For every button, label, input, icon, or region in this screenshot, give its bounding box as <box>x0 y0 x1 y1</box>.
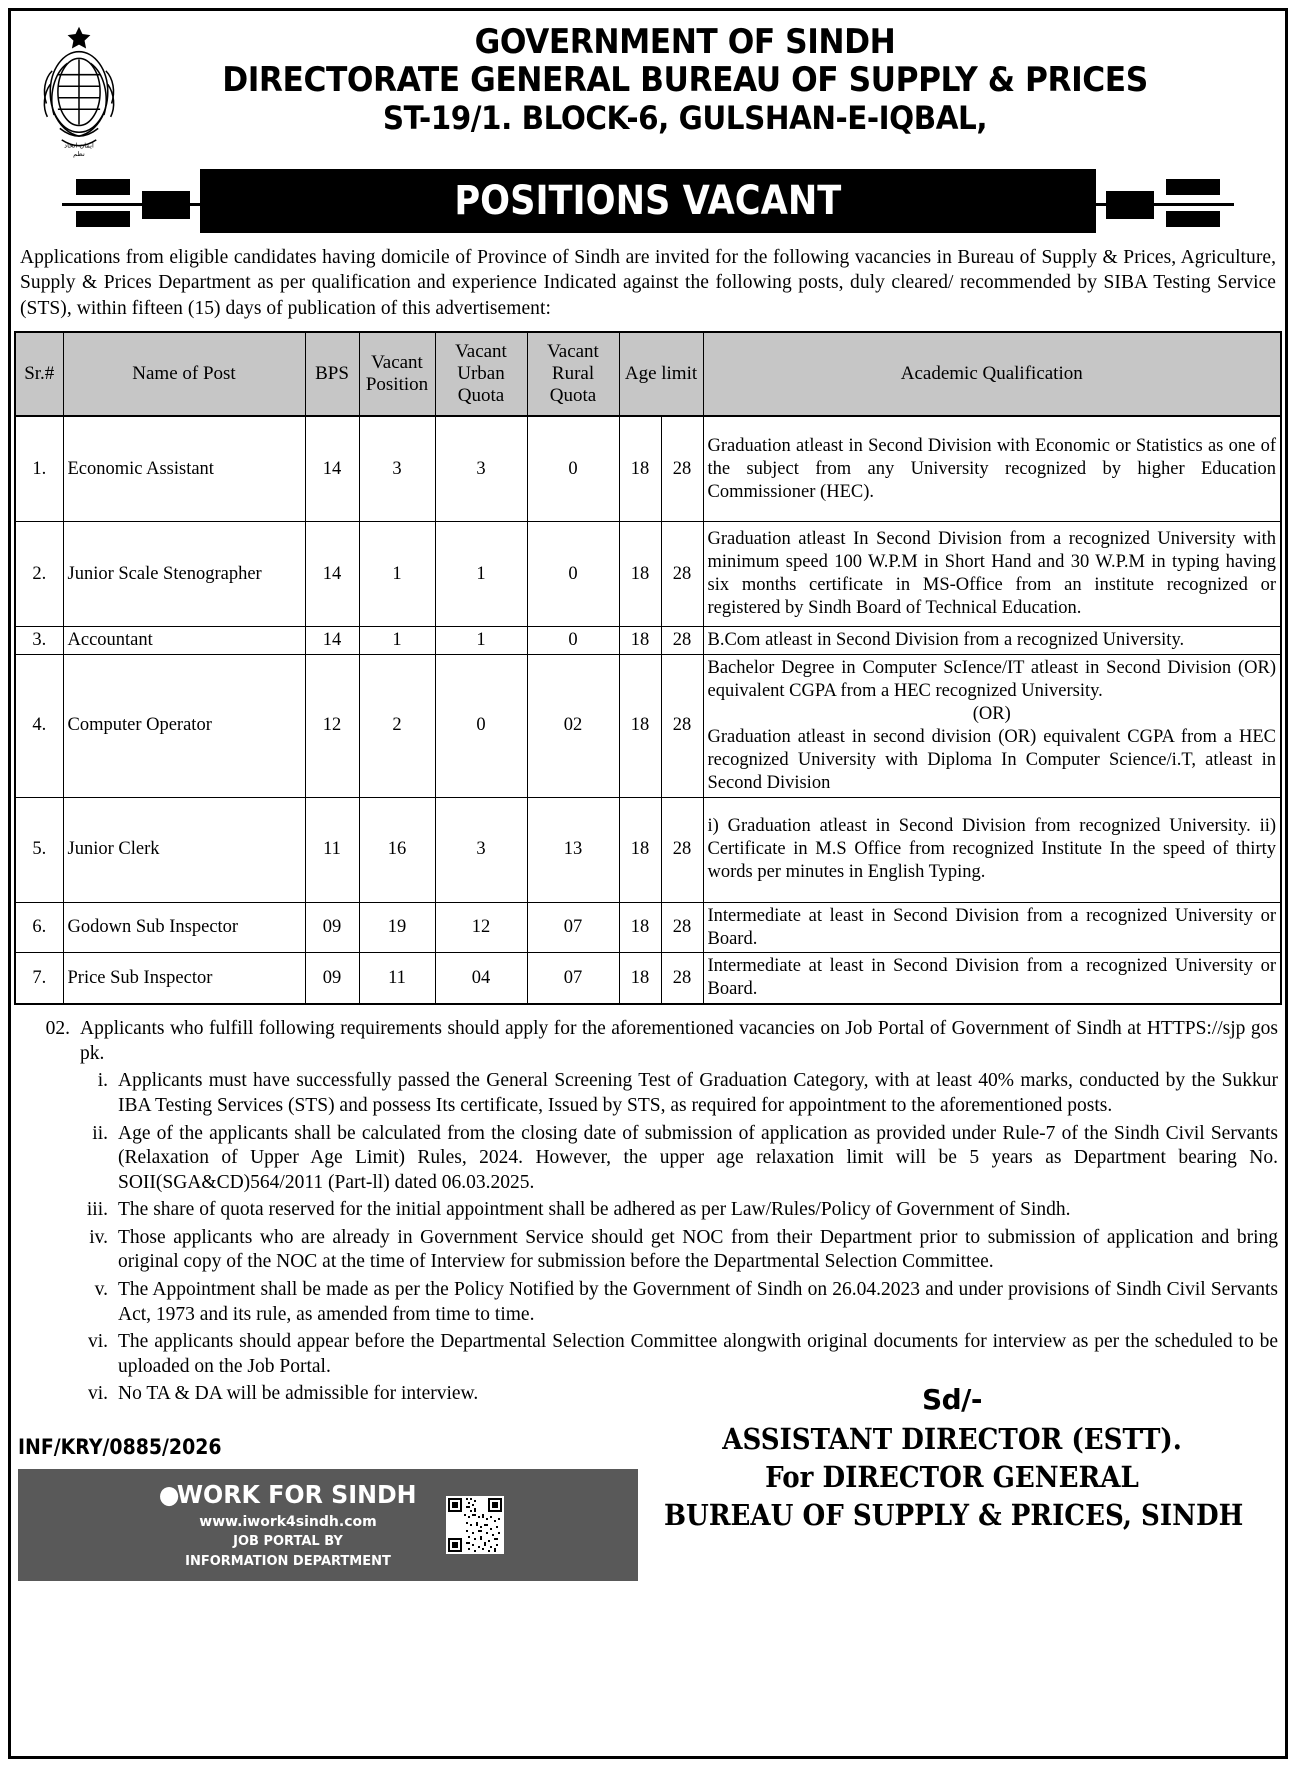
cell-qualification: Graduation atleast in Second Division with Economic or Statistics as one of the subject from any University recognized by higher Education Commissioner (HEC). <box>703 416 1281 522</box>
clause-marker: iii. <box>86 1199 108 1221</box>
cell-bps: 14 <box>305 627 359 655</box>
clause-marker: iv. <box>89 1226 108 1248</box>
qualification-part-2: Graduation atleast in second division (OR) equivalent CGPA from a HEC recognized University with Diploma In Computer Science/i.T, atleast in Second Division <box>707 726 1276 793</box>
table-row <box>15 627 1281 655</box>
inf-number: INF/KRY/0885/2026 <box>18 1434 222 1459</box>
col-header-vacant-urban-quota: Vacant Urban Quota <box>435 332 527 416</box>
banner-title: POSITIONS VACANT <box>454 178 842 224</box>
col-header-sr: Sr.# <box>15 332 63 416</box>
cell-vacant-position: 2 <box>359 654 435 797</box>
cell-age-min: 18 <box>619 902 661 953</box>
col-header-academic-qualification: Academic Qualification <box>703 332 1281 416</box>
cell-qualification: Graduation atleast In Second Division from a recognized University with minimum speed 100 W.P.M in Short Hand and 30 W.P.M in typing having six months certificate in MS-Office from an institute recognized or registered by Sindh Board of Technical Education. <box>703 522 1281 627</box>
conditions-list <box>14 1005 1282 1406</box>
qualification-part-1: Bachelor Degree in Computer ScIence/IT atleast in Second Division (OR) equivalent CGPA from a HEC recognized University. <box>707 657 1276 701</box>
table-row <box>15 416 1281 522</box>
cell-sr: 5. <box>15 797 63 902</box>
cell-urban-quota: 3 <box>435 797 527 902</box>
document-header <box>14 13 1282 161</box>
cell-age-max: 28 <box>661 902 703 953</box>
clause-item <box>74 1069 1278 1118</box>
cell-age-max: 28 <box>661 627 703 655</box>
cell-sr: 3. <box>15 627 63 655</box>
svg-text:ايمان اتحاد: ايمان اتحاد <box>64 141 94 150</box>
cell-urban-quota: 1 <box>435 627 527 655</box>
cell-vacant-position: 1 <box>359 522 435 627</box>
banner-tab-right-top <box>1166 179 1220 195</box>
cell-age-max: 28 <box>661 522 703 627</box>
svg-text:نظم: نظم <box>73 150 85 159</box>
qualification-or: (OR) <box>972 703 1011 724</box>
cell-rural-quota: 0 <box>527 416 619 522</box>
cell-age-min: 18 <box>619 627 661 655</box>
cell-post-name: Godown Sub Inspector <box>63 902 305 953</box>
clause-text: Applicants must have successfully passed the General Screening Test of Graduation Category, with at least 40% marks, conducted by the Sukkur IBA Testing Services (STS) and possess Its certificate, Issued by STS, as required for appointment to the aforementioned posts. <box>118 1070 1278 1117</box>
cell-sr: 4. <box>15 654 63 797</box>
table-row <box>15 797 1281 902</box>
cell-bps: 09 <box>305 953 359 1004</box>
clause-marker: vi. <box>87 1331 108 1353</box>
col-header-vacant-rural-quota: Vacant Rural Quota <box>527 332 619 416</box>
table-row <box>15 902 1281 953</box>
clause-marker: ii. <box>92 1122 108 1144</box>
clause-text: Those applicants who are already in Government Service should get NOC from their Department prior to submission of application and bring original copy of the NOC at the time of Interview for submission before the Departmental Selection Committee. <box>118 1226 1278 1273</box>
clause-text: Age of the applicants shall be calculated from the closing date of submission of application as provided under Rule-7 of the Sindh Civil Servants (Relaxation of Upper Age Limit) Rules, 2024. However, the upper age relaxation limit will be 5 years as Department bearing No. SOII(SGA&CD)564/2011 (Part-ll) dated 06.03.2025. <box>118 1122 1278 1193</box>
cell-qualification: Intermediate at least in Second Division from a recognized University or Board. <box>703 953 1281 1004</box>
cell-qualification <box>703 797 1281 902</box>
clause-item <box>74 1330 1278 1379</box>
vacancies-table <box>14 331 1282 1005</box>
col-header-bps: BPS <box>305 332 359 416</box>
banner-stub-right <box>1106 191 1154 219</box>
qualification-part-1: i) Graduation atleast in Second Division from recognized University. <box>707 816 1251 837</box>
banner-tab-left-bottom <box>76 211 130 227</box>
banner-stub-left <box>142 191 190 219</box>
cell-age-max: 28 <box>661 654 703 797</box>
cell-bps: 14 <box>305 416 359 522</box>
signature-block <box>632 1383 1272 1532</box>
table-header-row <box>15 332 1281 416</box>
logo-subtitle-2: INFORMATION DEPARTMENT <box>185 1553 391 1569</box>
logo-title <box>159 1480 417 1509</box>
cell-rural-quota: 02 <box>527 654 619 797</box>
clause-item <box>74 1226 1278 1275</box>
clause-marker: i. <box>97 1070 108 1092</box>
table-row <box>15 654 1281 797</box>
intro-paragraph: Applications from eligible candidates having domicile of Province of Sindh are invited for the following vacancies in Bureau of Supply & Prices, Agriculture, Supply & Prices Department as per qualification and experience Indicated against the following posts, duly cleared/ recommended by SIBA Testing Service (STS), within fifteen (15) days of publication of this advertisement: <box>20 247 1276 319</box>
signature-for-line: For DIRECTOR GENERAL <box>765 1459 1139 1494</box>
cell-urban-quota: 0 <box>435 654 527 797</box>
banner-tab-left-top <box>76 179 130 195</box>
logo-url: www.iwork4sindh.com <box>199 1513 377 1530</box>
cell-rural-quota: 07 <box>527 953 619 1004</box>
cell-age-min: 18 <box>619 522 661 627</box>
cell-age-min: 18 <box>619 654 661 797</box>
cell-bps: 11 <box>305 797 359 902</box>
cell-vacant-position: 3 <box>359 416 435 522</box>
banner-tab-right-bottom <box>1166 211 1220 227</box>
cell-vacant-position: 1 <box>359 627 435 655</box>
org-line-address: ST-19/1. BLOCK-6, GULSHAN-E-IQBAL, <box>382 99 988 138</box>
cell-age-max: 28 <box>661 416 703 522</box>
cell-age-max: 28 <box>661 797 703 902</box>
cell-qualification <box>703 654 1281 797</box>
cell-vacant-position: 11 <box>359 953 435 1004</box>
clause-text: No TA & DA will be admissible for interview. <box>118 1383 479 1405</box>
signature-sd: Sd/- <box>921 1382 983 1416</box>
clause-marker: vi. <box>87 1383 108 1405</box>
cell-post-name: Accountant <box>63 627 305 655</box>
org-line-government: GOVERNMENT OF SINDH <box>474 22 896 62</box>
iwork4sindh-logo-bar <box>18 1469 638 1581</box>
cell-urban-quota: 3 <box>435 416 527 522</box>
cell-rural-quota: 0 <box>527 627 619 655</box>
banner-box <box>200 169 1096 233</box>
clause-text: The applicants should appear before the Departmental Selection Committee alongwith original documents for interview as per the scheduled to be uploaded on the Job Portal. <box>118 1331 1278 1377</box>
cell-urban-quota: 1 <box>435 522 527 627</box>
cell-bps: 14 <box>305 522 359 627</box>
clause-text: The Appointment shall be made as per the Policy Notified by the Government of Sindh on 26.04.2023 and under provisions of Sindh Civil Servants Act, 1973 and its rule, as amended from time to time. <box>118 1278 1278 1325</box>
cell-urban-quota: 04 <box>435 953 527 1004</box>
clause-text: The share of quota reserved for the initial appointment shall be adhered as per Law/Rules/Policy of Government of Sindh. <box>118 1199 1071 1221</box>
clause-item <box>74 1198 1278 1223</box>
cell-post-name: Economic Assistant <box>63 416 305 522</box>
cell-qualification: B.Com atleast in Second Division from a recognized University. <box>703 627 1281 655</box>
cell-sr: 6. <box>15 902 63 953</box>
col-header-name: Name of Post <box>63 332 305 416</box>
logo-subtitle-1: JOB PORTAL BY <box>233 1533 343 1549</box>
clause-marker: 02. <box>45 1018 70 1040</box>
cell-age-max: 28 <box>661 953 703 1004</box>
cell-age-min: 18 <box>619 953 661 1004</box>
cell-bps: 12 <box>305 654 359 797</box>
signature-office: BUREAU OF SUPPLY & PRICES, SINDH <box>664 1497 1244 1532</box>
cell-post-name: Junior Scale Stenographer <box>63 522 305 627</box>
col-header-vacant-position: Vacant Position <box>359 332 435 416</box>
cell-vacant-position: 19 <box>359 902 435 953</box>
qr-code-icon <box>446 1496 504 1554</box>
logo-main-text: WORK FOR SINDH <box>177 1479 417 1509</box>
qualification-part-2: ii) Certificate in M.S Office from recognized Institute In the speed of thirty words per minutes in English Typing. <box>707 816 1277 883</box>
table-row <box>15 953 1281 1004</box>
cell-rural-quota: 07 <box>527 902 619 953</box>
clause-main <box>18 1017 1278 1066</box>
cell-sr: 7. <box>15 953 63 1004</box>
cell-urban-quota: 12 <box>435 902 527 953</box>
pakistan-crest-icon <box>30 21 128 161</box>
clause-item <box>74 1278 1278 1327</box>
cell-sr: 1. <box>15 416 63 522</box>
cell-post-name: Junior Clerk <box>63 797 305 902</box>
positions-vacant-banner <box>14 169 1282 239</box>
cell-age-min: 18 <box>619 797 661 902</box>
cell-age-min: 18 <box>619 416 661 522</box>
cell-sr: 2. <box>15 522 63 627</box>
clause-text: Applicants who fulfill following requirements should apply for the aforementioned vacancies on Job Portal of Government of Sindh at HTTPS://sjp gos pk. <box>80 1018 1278 1064</box>
cell-rural-quota: 0 <box>527 522 619 627</box>
clause-item <box>74 1122 1278 1196</box>
cell-post-name: Computer Operator <box>63 654 305 797</box>
person-icon: ● <box>159 1479 180 1509</box>
cell-qualification: Intermediate at least in Second Division from a recognized University or Board. <box>703 902 1281 953</box>
signature-designation: ASSISTANT DIRECTOR (ESTT). <box>722 1421 1182 1456</box>
org-line-directorate: DIRECTORATE GENERAL BUREAU OF SUPPLY & PRICES <box>222 60 1148 101</box>
cell-bps: 09 <box>305 902 359 953</box>
cell-post-name: Price Sub Inspector <box>63 953 305 1004</box>
clause-marker: v. <box>94 1278 108 1300</box>
cell-vacant-position: 16 <box>359 797 435 902</box>
col-header-age-limit: Age limit <box>619 332 703 416</box>
cell-rural-quota: 13 <box>527 797 619 902</box>
table-row <box>15 522 1281 627</box>
